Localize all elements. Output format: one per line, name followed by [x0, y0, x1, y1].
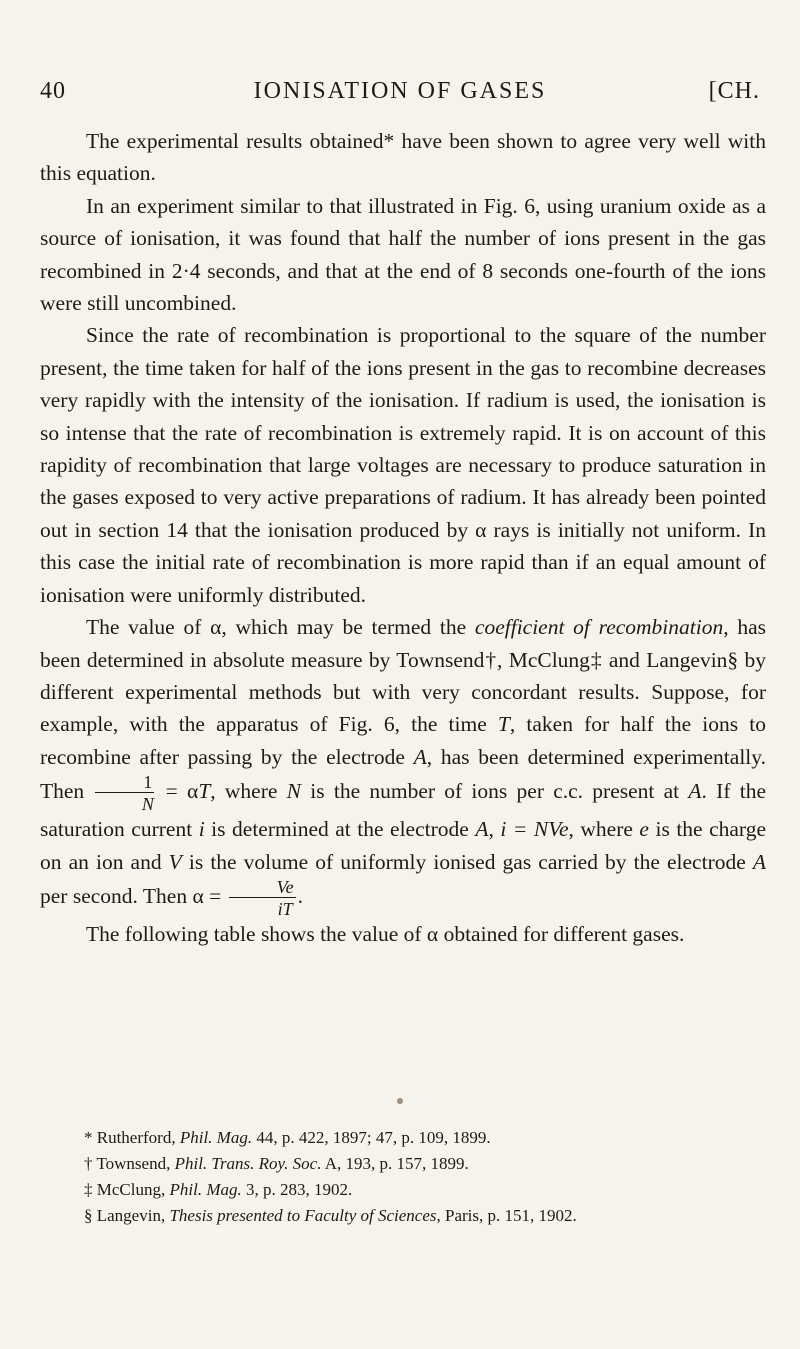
- fraction-one-over-n: $\frac{1}{N}$: [95, 773, 154, 813]
- paragraph-4: The value of α, which may be termed the coefficient of recombination, has been determined in absolute measure by Townsend†, McClung‡ and Langevin§ by different experimental methods but with very concordant results. Suppose, for example, with the apparatus of Fig. 6, the time T, taken for half the ions to recombine after passing by the electrode A, has been determined experimentally. Then $\frac{1}{N}$ = αT, where N is the number of ions per c.c. present at A. If the saturation current i is determined at the electrode A, i = NVe, where e is the charge on an ion and V is the volume of uniformly ionised gas carried by the electrode A per second. Then α = $\frac{Ve}{iT}$ .: [40, 615, 766, 919]
- footnotes: [84, 1125, 774, 1229]
- running-header: [40, 78, 760, 118]
- footnote-3: ‡ McClung, Phil. Mag. 3, p. 283, 1902.: [84, 1180, 353, 1199]
- footnote-1: * Rutherford, Phil. Mag. 44, p. 422, 1897; 47, p. 109, 1899.: [84, 1128, 491, 1147]
- page-number: 40: [40, 78, 66, 104]
- chapter-marker: [CH.: [708, 78, 760, 104]
- footnote-2: † Townsend, Phil. Trans. Roy. Soc. A, 193, p. 157, 1899.: [84, 1154, 469, 1173]
- paragraph-2: In an experiment similar to that illustrated in Fig. 6, using uranium oxide as a source of ionisation, it was found that half the number of ions present in the gas recombined in 2·4 seconds, and that at the end of 8 seconds one-fourth of the ions were still uncombined.: [40, 193, 766, 316]
- paragraph-1: The experimental results obtained* have been shown to agree very well with this equation.: [40, 129, 766, 186]
- fraction-ve-over-it: $\frac{Ve}{iT}$: [229, 878, 296, 918]
- footnote-4: § Langevin, Thesis presented to Faculty of Sciences, Paris, p. 151, 1902.: [84, 1206, 577, 1225]
- body-text: [40, 125, 766, 950]
- ink-spot: [397, 1098, 403, 1104]
- paragraph-5: The following table shows the value of α obtained for different gases.: [86, 921, 685, 946]
- paragraph-3: Since the rate of recombination is proportional to the square of the number present, the time taken for half of the ions present in the gas to recombine decreases very rapidly with the intensity of the ionisation. If radium is used, the ionisation is so intense that the rate of recombination is extremely rapid. It is on account of this rapidity of recombination that large voltages are necessary to produce saturation in the gases exposed to very active preparations of radium. It has already been pointed out in section 14 that the ionisation produced by α rays is initially not uniform. In this case the initial rate of recombination is more rapid than if an equal amount of ionisation were uniformly distributed.: [40, 323, 766, 607]
- running-title: IONISATION OF GASES: [253, 78, 547, 104]
